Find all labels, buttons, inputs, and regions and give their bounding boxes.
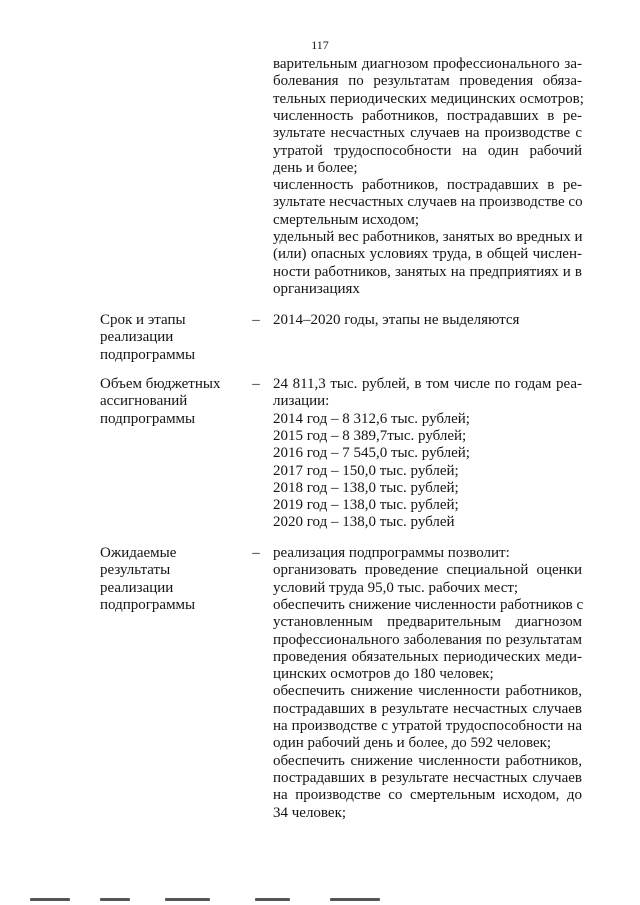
text-line: день и более; bbox=[273, 159, 358, 176]
text-line: на производстве с утратой трудоспособности на bbox=[273, 718, 582, 734]
section-dash: – bbox=[252, 312, 260, 328]
text-line: реализация подпрограммы позволит: bbox=[273, 545, 510, 561]
text-line: организовать проведение специальной оценки bbox=[273, 562, 582, 579]
section-label: подпрограммы bbox=[100, 346, 196, 363]
text-line: 2014–2020 годы, этапы не выделяются bbox=[273, 312, 520, 328]
text-line: условий труда 95,0 тыс. рабочих мест; bbox=[273, 579, 519, 596]
section-label: реализации bbox=[100, 579, 174, 596]
text-line: (или) опасных условиях труда, в общей числен- bbox=[273, 246, 582, 263]
section-label: Объем бюджетных bbox=[100, 376, 221, 392]
text-line: пострадавших в результате несчастных случаев bbox=[273, 769, 582, 786]
text-line: 2017 год – 150,0 тыс. рублей; bbox=[273, 462, 459, 479]
text-line: один рабочий день и более, до 592 человек; bbox=[273, 735, 552, 752]
text-line: 2018 год – 138,0 тыс. рублей; bbox=[273, 479, 459, 496]
text-line: 2016 год – 7 545,0 тыс. рублей; bbox=[273, 445, 470, 462]
text-line: утратой трудоспособности на один рабочий bbox=[273, 142, 582, 159]
text-line: пострадавших в результате несчастных случаев bbox=[273, 700, 582, 717]
section-label: ассигнований bbox=[100, 393, 188, 410]
text-line: ности работников, занятых на предприятиях и в bbox=[273, 263, 582, 280]
text-line: 24 811,3 тыс. рублей, в том числе по годам реа- bbox=[273, 376, 582, 392]
text-line: тельных периодических медицинских осмотров; bbox=[273, 90, 584, 107]
text-line: зультате несчастных случаев на производстве со bbox=[273, 194, 583, 211]
text-line: профессионального заболевания по результатам bbox=[273, 631, 582, 648]
text-line: установленным предварительным диагнозом bbox=[273, 614, 582, 631]
scan-edge-marks bbox=[30, 898, 550, 902]
section-label: подпрограммы bbox=[100, 596, 196, 613]
text-line: 2014 год – 8 312,6 тыс. рублей; bbox=[273, 410, 470, 427]
section-label: подпрограммы bbox=[100, 410, 196, 427]
text-line: 34 человек; bbox=[273, 804, 347, 821]
section-label: Срок и этапы bbox=[100, 312, 186, 328]
text-line: численность работников, пострадавших в ре- bbox=[273, 107, 582, 124]
text-line: 2019 год – 138,0 тыс. рублей; bbox=[273, 497, 459, 514]
text-line: обеспечить снижение численности работников, bbox=[273, 752, 582, 769]
text-line: варительным диагнозом профессионального за- bbox=[273, 56, 582, 72]
text-line: болевания по результатам проведения обяза- bbox=[273, 73, 582, 90]
text-line: смертельным исходом; bbox=[273, 211, 419, 228]
section-label: Ожидаемые bbox=[100, 545, 177, 561]
text-line: 2020 год – 138,0 тыс. рублей bbox=[273, 514, 455, 531]
section-label: реализации bbox=[100, 329, 174, 346]
section-dash: – bbox=[252, 376, 260, 392]
text-line: на производстве со смертельным исходом, до bbox=[273, 787, 582, 804]
text-line: организациях bbox=[273, 280, 360, 297]
page-number: 117 bbox=[311, 38, 329, 52]
text-line: численность работников, пострадавших в ре- bbox=[273, 177, 582, 194]
section-dash: – bbox=[252, 545, 260, 561]
text-line: обеспечить снижение численности работников с bbox=[273, 596, 584, 613]
text-line: зультате несчастных случаев на производстве с bbox=[273, 125, 582, 142]
text-line: цинских осмотров до 180 человек; bbox=[273, 666, 494, 683]
text-line: 2015 год – 8 389,7тыс. рублей; bbox=[273, 427, 467, 444]
text-line: проведения обязательных периодических меди- bbox=[273, 648, 582, 665]
section-label: результаты bbox=[100, 562, 171, 579]
text-line: удельный вес работников, занятых во вредных и bbox=[273, 229, 583, 245]
text-line: лизации: bbox=[273, 393, 330, 410]
text-line: обеспечить снижение численности работников, bbox=[273, 683, 582, 700]
